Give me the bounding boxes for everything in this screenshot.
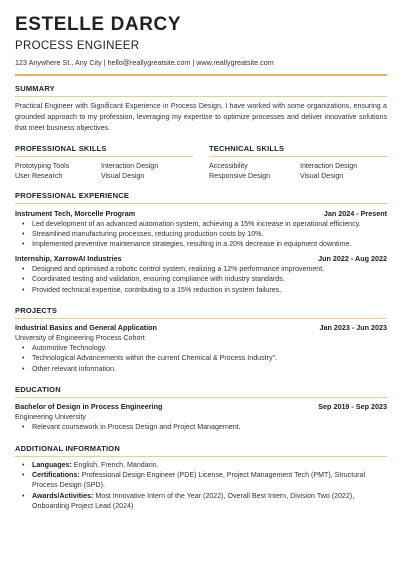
job-bullets — [22, 264, 387, 295]
awards-label: Awards/Activities: — [32, 491, 94, 500]
languages-item — [22, 460, 387, 470]
candidate-role: PROCESS ENGINEER — [15, 40, 140, 52]
professional-skills — [15, 144, 193, 181]
job-dates: Jan 2024 - Present — [323, 208, 387, 218]
project-entry — [15, 323, 387, 374]
school-name: Engineering University — [15, 413, 86, 422]
skill-item: Interaction Design — [101, 161, 159, 170]
awards-item — [22, 491, 387, 512]
skill-item: Prototyping Tools — [15, 161, 70, 170]
project-dates: Jan 2023 - Jun 2023 — [319, 322, 387, 332]
job-bullets — [22, 219, 387, 250]
job-dates: Jun 2022 - Aug 2022 — [318, 253, 387, 263]
contact-line: 123 Anywhere St., Any City | hello@reallygreatsite.com | www.reallygreatsite.com — [15, 58, 274, 67]
job-entry — [15, 254, 387, 295]
education-title: EDUCATION — [15, 385, 61, 395]
header-divider — [15, 74, 387, 76]
education-entry — [15, 402, 387, 432]
experience-divider — [15, 203, 387, 204]
summary-divider — [15, 96, 387, 97]
job-title: Instrument Tech, Morcelle Program — [15, 208, 136, 218]
bullet-item: • Relevant coursework in Process Design and Project Management. — [22, 422, 387, 432]
projects-divider — [15, 318, 387, 319]
bullet-item: • Other relevant information. — [22, 364, 387, 374]
bullet-item: • Streamlined manufacturing processes, reducing production costs by 10%. — [22, 229, 387, 239]
job-header — [15, 254, 387, 264]
skills-section — [15, 144, 387, 181]
degree-name: Bachelor of Design in Process Engineering — [15, 402, 163, 412]
education-section — [15, 385, 387, 432]
skill-item: Interaction Design — [300, 161, 358, 170]
awards-value: Most Innovative Intern of the Year (2022), Overall Best Intern, Division Two (2022), Onboarding Project Lead (2024) — [32, 491, 355, 511]
job-title: Internship, XarrowAI Industries — [15, 253, 122, 263]
job-entry — [15, 209, 387, 250]
certifications-value: Professional Design Engineer (PDE) License, Project Management Tech (PMT), Structural Process Design (SPD). — [32, 470, 366, 490]
summary-title: SUMMARY — [15, 83, 55, 93]
certifications-item — [22, 470, 387, 491]
projects-section — [15, 306, 387, 374]
job-header — [15, 209, 387, 219]
education-divider — [15, 397, 387, 398]
technical-skills-list — [209, 161, 387, 181]
bullet-item: • Implemented preventive maintenance strategies, resulting in a 20% decrease in equipment downtime. — [22, 239, 387, 249]
professional-skills-divider — [15, 156, 193, 157]
languages-label: Languages: — [32, 460, 72, 469]
professional-skills-list — [15, 161, 193, 181]
project-name: Industrial Basics and General Application — [15, 322, 157, 332]
skill-item: Visual Design — [101, 171, 145, 180]
technical-skills-divider — [209, 156, 387, 157]
professional-skills-title: PROFESSIONAL SKILLS — [15, 143, 107, 153]
summary-text: Practical Engineer with Significant Experience in Process Design, I have worked with some organizations, ensuring a grounded approach to my profession, leveraging my expertise to optimize processes and deliver innovative solutions that meet business objectives. — [15, 101, 387, 132]
skill-item: Responsive Design — [209, 171, 271, 180]
candidate-name: ESTELLE DARCY — [15, 14, 182, 35]
project-bullets — [22, 343, 387, 374]
languages-value: English, French, Mandarin. — [71, 460, 159, 469]
additional-bullets — [22, 460, 387, 512]
bullet-item: • Coordinated testing and validation, ensuring compliance with industry standards. — [22, 274, 387, 284]
additional-divider — [15, 456, 387, 457]
resume-page — [15, 14, 387, 512]
project-org: University of Engineering Process Cohort — [15, 333, 145, 342]
experience-section — [15, 191, 387, 295]
skill-item: User Research — [15, 171, 63, 180]
technical-skills — [209, 144, 387, 181]
skill-item: Accessibility — [209, 161, 248, 170]
skill-item: Visual Design — [300, 171, 344, 180]
certifications-label: Certifications: — [32, 470, 80, 479]
resume-header — [15, 14, 387, 76]
project-header — [15, 323, 387, 333]
education-bullets — [22, 422, 387, 432]
education-header — [15, 402, 387, 412]
bullet-item: • Led development of an advanced automation system, achieving a 15% increase in operational efficiency. — [22, 219, 387, 229]
bullet-item: • Designed and optimised a robotic control system, realizing a 12% performance improvement. — [22, 264, 387, 274]
bullet-item: • Technological Advancements within the current Chemical & Process Industry". — [22, 353, 387, 363]
experience-title: PROFESSIONAL EXPERIENCE — [15, 190, 130, 200]
additional-title: ADDITIONAL INFORMATION — [15, 443, 120, 453]
summary-section — [15, 84, 387, 134]
technical-skills-title: TECHNICAL SKILLS — [209, 143, 285, 153]
bullet-item: • Provided technical expertise, contributing to a 15% reduction in system failures. — [22, 285, 387, 295]
education-dates: Sep 2019 - Sep 2023 — [318, 402, 387, 412]
bullet-item: • Automotive Technology. — [22, 343, 387, 353]
projects-title: PROJECTS — [15, 305, 58, 315]
additional-section — [15, 444, 387, 512]
